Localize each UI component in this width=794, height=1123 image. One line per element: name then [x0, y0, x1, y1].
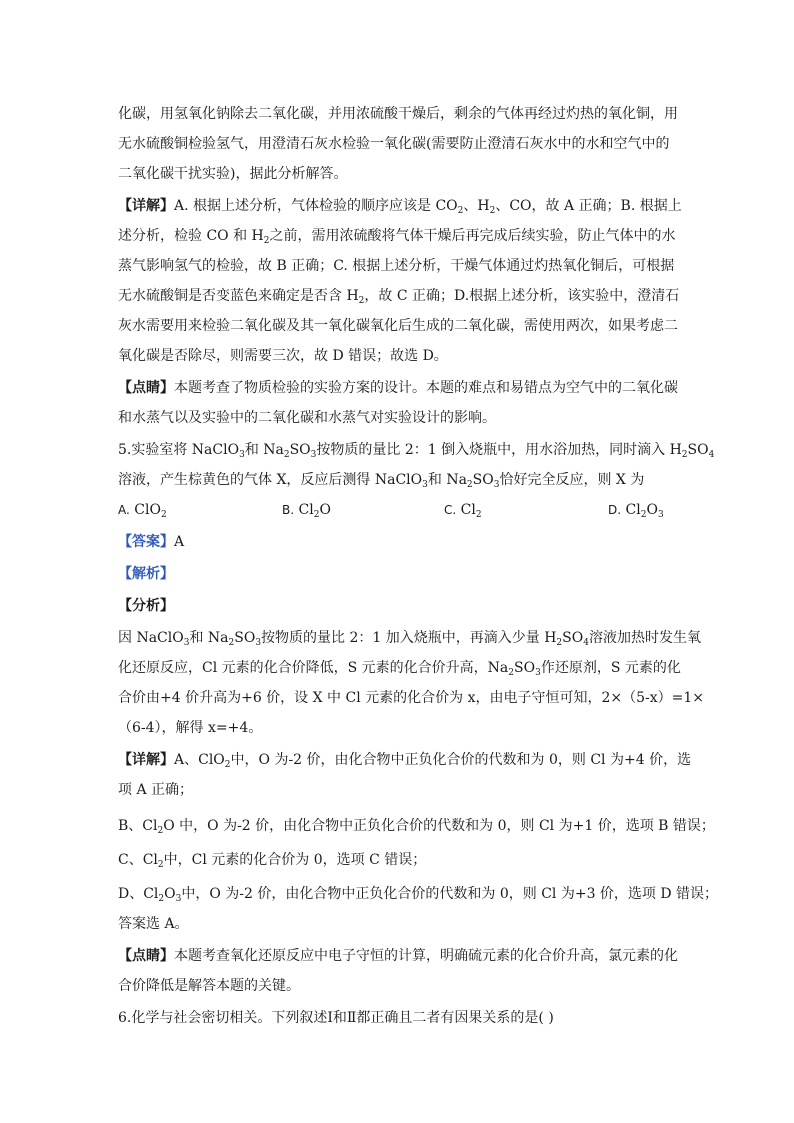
- question-6-stem: 6.化学与社会密切相关。下列叙述Ⅰ和Ⅱ都正确且二者有因果关系的是( ): [118, 1010, 554, 1026]
- detail-line: B、$Cl_2O$ 中，O 为-2 价，由化合物中正负化合价的代数和为 0，则 Cl 为+1 价，选项 B 错误；: [118, 818, 715, 836]
- answer-value: A: [174, 534, 185, 550]
- fenxi-line: [118, 596, 678, 616]
- detail-line: D、$Cl_2O_3$中，O 为-2 价，由化合物中正负化合价的代数和为 0，则 Cl 为+3 价，选项 D 错误；: [118, 886, 719, 904]
- fenxi-text: 合价由+4 价升高为+6 价，设 X 中 Cl 元素的化合价为 x，由电子守恒可知，2×（5-x）=1×: [118, 690, 705, 706]
- detail-line: 答案选 A。: [118, 916, 189, 932]
- detail-line: 灰水需要用来检验二氧化碳及其一氧化碳氧化后生成的二氧化碳，需使用两次，如果考虑二: [118, 318, 678, 334]
- comment-line: 合价降低是解答本题的关键。: [118, 978, 300, 994]
- fenxi-text: （6-4），解得 x=+4。: [118, 720, 263, 736]
- option-b: B. $Cl_2O$: [282, 502, 331, 520]
- detail-line: 【详解】A. 根据上述分析，气体检验的顺序应该是 $CO_2$、$H_2$、CO，故 A 正确；B. 根据上: [118, 198, 682, 216]
- para-line: 二氧化碳干扰实验)，据此分析解答。: [118, 166, 348, 182]
- detail-line: 项 A 正确；: [118, 782, 194, 798]
- option-d: D. $Cl_2O_3$: [608, 502, 664, 520]
- detail-line: 无水硫酸铜是否变蓝色来确定是否含 $H_2$，故 C 正确；D.根据上述分析，该实验中，澄清石: [118, 288, 680, 306]
- comment-tag: 【点睛】: [118, 948, 174, 964]
- fenxi-text: 化还原反应，Cl 元素的化合价降低，S 元素的化合价升高，$Na_2SO_3$作还原剂，S 元素的化: [118, 660, 681, 678]
- detail-tag: 【详解】: [118, 752, 174, 768]
- fenxi-tag: 【分析】: [118, 598, 174, 614]
- comment-line: 和水蒸气以及实验中的二氧化碳和水蒸气对实验设计的影响。: [118, 410, 496, 426]
- detail-line: 氧化碳是否除尽，则需要三次，故 D 错误；故选 D。: [118, 348, 448, 364]
- para-line: 无水硫酸铜检验氢气，用澄清石灰水检验一氧化碳(需要防止澄清石灰水中的水和空气中的: [118, 136, 670, 152]
- option-c: C. $Cl_2$: [444, 502, 482, 520]
- analysis-line: [118, 564, 678, 584]
- detail-line: 蒸气影响氢气的检验，故 B 正确；C. 根据上述分析，干燥气体通过灼热氧化铜后，可根据: [118, 258, 675, 274]
- detail-line: C、$Cl_2$中，Cl 元素的化合价为 0，选项 C 错误；: [118, 852, 427, 870]
- detail-line: 【详解】A、ClO$_2$中，O 为-2 价，由化合物中正负化合价的代数和为 0，则 Cl 为+4 价，选: [118, 752, 692, 770]
- comment-tag: 【点睛】: [118, 380, 174, 396]
- answer-tag: 【答案】: [118, 534, 174, 550]
- option-a: A. ClO$_2$: [118, 502, 167, 520]
- question-5-stem: 溶液，产生棕黄色的气体 X，反应后测得 NaClO$_3$和 $Na_2SO_3$恰好完全反应，则 X 为: [118, 472, 645, 490]
- fenxi-text: 因 NaClO$_3$和 $Na_2SO_3$按物质的量比 2：1 加入烧瓶中，再滴入少量 $H_2SO_4$溶液加热时发生氧: [118, 630, 701, 648]
- answer-line: [118, 532, 678, 552]
- detail-tag: 【详解】: [118, 198, 174, 214]
- question-5-stem: 5.实验室将 NaClO$_3$和 $Na_2SO_3$按物质的量比 2：1 倒入烧瓶中，用水浴加热，同时滴入 $H_2SO_4$: [118, 442, 715, 460]
- analysis-tag: 【解析】: [118, 566, 174, 582]
- detail-line: 述分析，检验 CO 和 $H_2$之前，需用浓硫酸将气体干燥后再完成后续实验，防止气体中的水: [118, 228, 676, 246]
- comment-line: 【点睛】本题考查了物质检验的实验方案的设计。本题的难点和易错点为空气中的二氧化碳: [118, 380, 678, 396]
- comment-line: 【点睛】本题考查氧化还原反应中电子守恒的计算，明确硫元素的化合价升高，氯元素的化: [118, 948, 678, 964]
- para-line: 化碳，用氢氧化钠除去二氧化碳，并用浓硫酸干燥后，剩余的气体再经过灼热的氧化铜，用: [118, 106, 678, 122]
